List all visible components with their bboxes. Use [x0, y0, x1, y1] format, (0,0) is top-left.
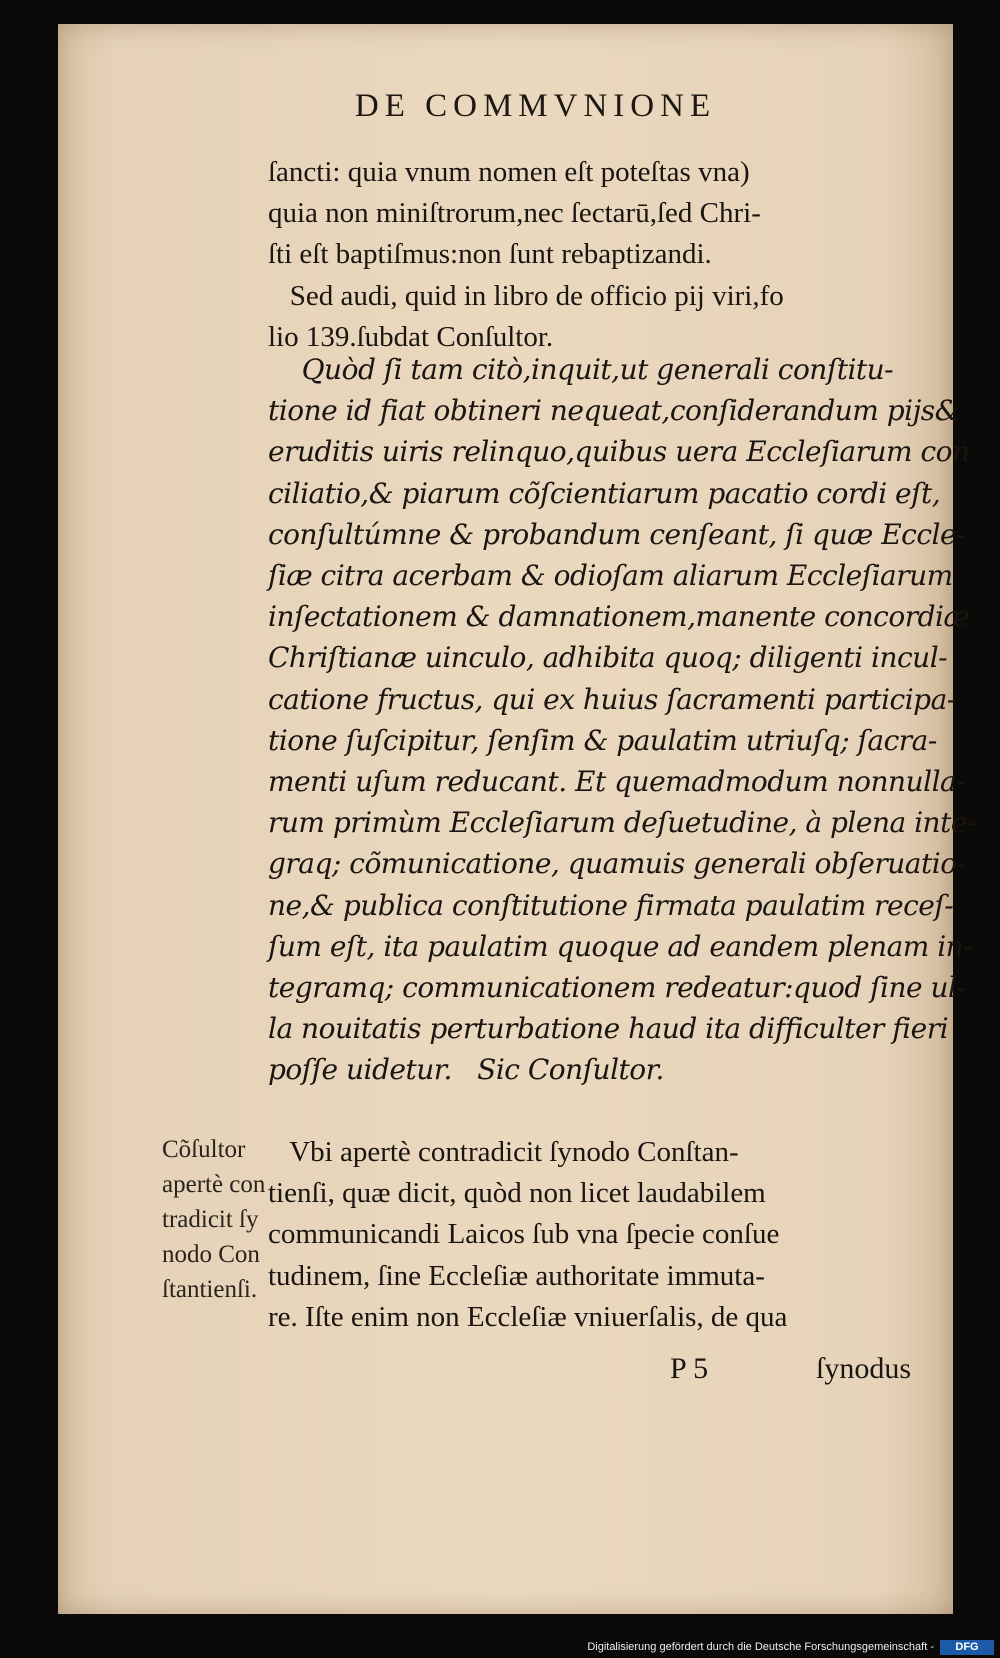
- margin-note-line: tradicit ſy: [162, 1206, 259, 1233]
- digitization-credit: Digitalisierung gefördert durch die Deutsche Forschungsgemeinschaft -: [587, 1641, 934, 1653]
- text-line: la nouitatis perturbatione haud ita difficulter fieri: [268, 1012, 949, 1046]
- text-line: Sed audi, quid in libro de officio pij viri,fo: [268, 279, 784, 312]
- text-line: quia non miniſtrorum,nec ſectarū,ſed Chri-: [268, 197, 761, 230]
- closing-text-block: [268, 1132, 948, 1338]
- dfg-logo: DFG: [940, 1640, 994, 1655]
- text-line: Vbi apertè contradicit ſynodo Conſtan-: [268, 1136, 739, 1168]
- intro-text-block: [268, 152, 948, 358]
- text-line: poſſe uidetur. Sic Conſultor.: [268, 1053, 664, 1087]
- running-head: DE COMMVNIONE: [354, 88, 717, 124]
- text-line: menti uſum reducant. Et quemadmodum nonnulla-: [268, 765, 966, 799]
- text-line: ſti eſt baptiſmus:non ſunt rebaptizandi.: [268, 238, 712, 271]
- margin-note-line: nodo Con: [162, 1241, 260, 1268]
- text-line: tione id fiat obtineri nequeat,conſiderandum pijs&: [268, 394, 960, 428]
- text-line: re. Iſte enim non Eccleſiæ vniuerſalis, de qua: [268, 1300, 788, 1333]
- text-line: lio 139.ſubdat Conſultor.: [268, 320, 554, 353]
- text-line: ne,& publica conſtitutione firmata paulatim receſ-: [268, 888, 954, 922]
- catchword: ſynodus: [816, 1352, 912, 1385]
- text-line: catione fructus, qui ex huius ſacramenti participa-: [268, 682, 956, 716]
- text-line: ſancti: quia vnum nomen eſt poteſtas vna): [268, 156, 750, 188]
- text-line: graq; cõmunicatione, quamuis generali obſeruatio-: [268, 847, 966, 881]
- quote-text-block: [268, 349, 976, 1091]
- text-line: communicandi Laicos ſub vna ſpecie conſue: [268, 1218, 780, 1251]
- text-line: Chriſtianæ uinculo, adhibita quoq; diligenti incul-: [268, 641, 948, 675]
- text-line: Quòd ſi tam citò,inquit,ut generali conſtitu-: [268, 353, 894, 386]
- text-line: tienſi, quæ dicit, quòd non licet laudabilem: [268, 1177, 766, 1210]
- page-footer: [58, 1352, 953, 1392]
- text-line: ſum eſt, ita paulatim quoque ad eandem plenam in-: [268, 929, 973, 963]
- book-page: [58, 24, 976, 1614]
- text-line: rum primùm Eccleſiarum deſuetudine, à plena inte-: [268, 806, 976, 840]
- text-line: conſultúmne & probandum cenſeant, ſi quæ Eccle-: [268, 517, 965, 551]
- margin-note-line: apertè con: [162, 1171, 266, 1198]
- text-line: ciliatio,& piarum cõſcientiarum pacatio cordi eſt,: [268, 476, 941, 510]
- text-line: inſectationem & damnationem,manente concordiæ: [268, 600, 970, 634]
- text-line: tegramq; communicationem redeatur:quod ſine ul-: [268, 971, 966, 1005]
- text-line: tudinem, ſine Eccleſiæ authoritate immuta-: [268, 1259, 765, 1292]
- margin-note-line: ſtantienſi.: [162, 1276, 258, 1303]
- margin-note-line: Cõſultor: [162, 1136, 246, 1163]
- text-line: eruditis uiris relinquo,quibus uera Eccleſiarum con: [268, 435, 970, 469]
- text-line: tione ſuſcipitur, ſenſim & paulatim utriuſq; ſacra-: [268, 723, 937, 757]
- signature-mark: P 5: [670, 1352, 709, 1385]
- text-line: ſiæ citra acerbam & odioſam aliarum Eccleſiarum: [268, 559, 953, 593]
